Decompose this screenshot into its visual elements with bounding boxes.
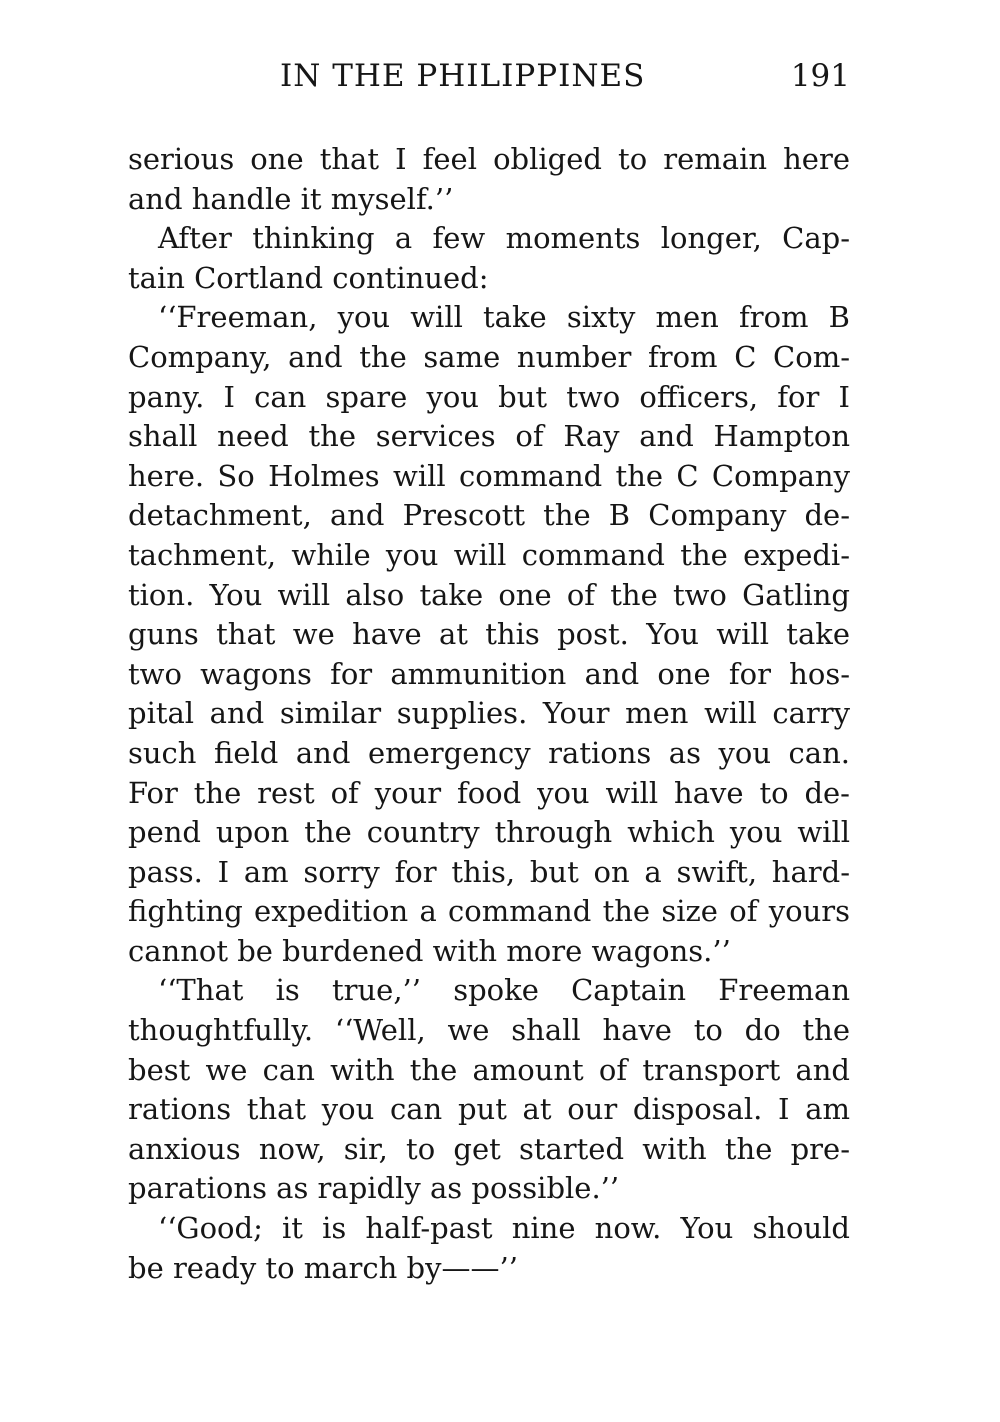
text-line: here. So Holmes will command the C Company <box>128 458 850 493</box>
text-line: and handle it myself.’’ <box>128 181 454 216</box>
text-line: anxious now, sir, to get started with the pre- <box>128 1131 850 1166</box>
text-line: cannot be burdened with more wagons.’’ <box>128 933 731 968</box>
text-line: serious one that I feel obliged to remain here <box>128 142 850 176</box>
text-line: tain Cortland continued: <box>128 260 489 295</box>
text-line: ‘‘Good; it is half-past nine now. You should <box>158 1211 850 1246</box>
text-line: shall need the services of Ray and Hampton <box>128 419 850 454</box>
text-line: guns that we have at this post. You will take <box>128 617 850 652</box>
text-line: detachment, and Prescott the B Company de- <box>128 498 850 533</box>
text-line: pany. I can spare you but two officers, for I <box>128 379 850 414</box>
text-line: tion. You will also take one of the two Gatling <box>128 577 850 612</box>
text-line: After thinking a few moments longer, Cap- <box>158 221 850 256</box>
text-line: For the rest of your food you will have to de- <box>128 775 850 810</box>
running-head <box>128 58 850 102</box>
running-head-title: IN THE PHILIPPINES <box>280 58 646 94</box>
text-line: pend upon the country through which you will <box>128 815 850 850</box>
text-line: rations that you can put at our disposal. I am <box>128 1092 850 1127</box>
body-text <box>128 140 850 1288</box>
text-line: thoughtfully. ‘‘Well, we shall have to do the <box>128 1013 850 1048</box>
text-line: two wagons for ammunition and one for hos- <box>128 656 850 691</box>
page-number: 191 <box>790 58 850 94</box>
text-line: ‘‘Freeman, you will take sixty men from B <box>158 300 850 335</box>
text-line: best we can with the amount of transport and <box>128 1052 850 1087</box>
text-line: Company, and the same number from C Com- <box>128 339 850 374</box>
text-line: fighting expedition a command the size of yours <box>128 894 850 929</box>
text-line: be ready to march by——’’ <box>128 1250 518 1285</box>
text-line: such field and emergency rations as you can. <box>128 735 850 770</box>
text-line: parations as rapidly as possible.’’ <box>128 1171 620 1206</box>
text-line: pital and similar supplies. Your men will carry <box>128 696 850 731</box>
text-line: tachment, while you will command the expedi- <box>128 537 850 572</box>
text-line: pass. I am sorry for this, but on a swift, hard- <box>128 854 850 889</box>
text-line: ‘‘That is true,’’ spoke Captain Freeman <box>158 973 850 1008</box>
